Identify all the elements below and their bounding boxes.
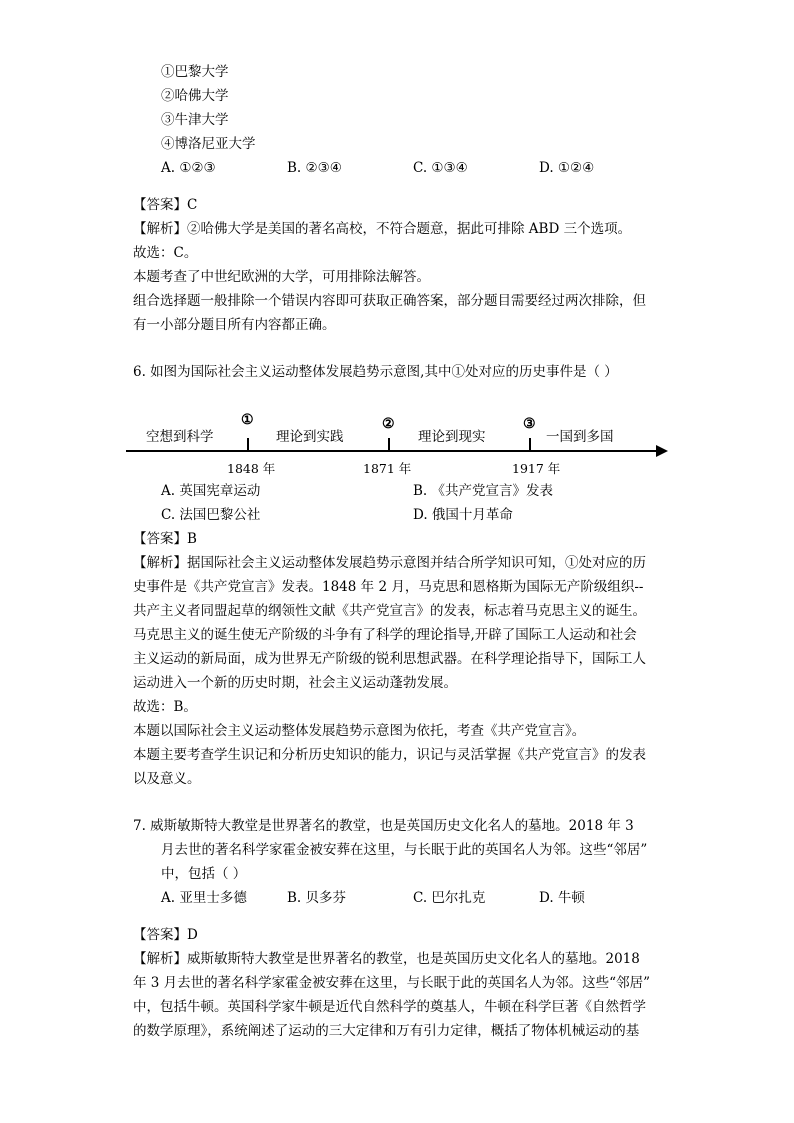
timeline-phase-4: 一国到多国	[546, 429, 614, 445]
q7-stem-line-3: 中，包括（ ）	[161, 866, 247, 882]
q5-option-a: A. ①②③	[161, 160, 216, 176]
q6-stem: 6. 如图为国际社会主义运动整体发展趋势示意图,其中①处对应的历史事件是（ ）	[133, 364, 618, 380]
q5-analysis-line-2: 故选：C。	[133, 245, 198, 261]
q5-item-4: ④博洛尼亚大学	[161, 136, 256, 152]
q6-option-b: B. 《共产党宣言》发表	[413, 483, 554, 499]
q6-analysis-line-3: 共产主义者同盟起草的纲领性文献《共产党宣言》的发表，标志着马克思主义的诞生。	[133, 603, 646, 619]
q5-option-b: B. ②③④	[287, 160, 342, 176]
q6-analysis-line-5: 主义运动的新局面，成为世界无产阶级的锐利思想武器。在科学理论指导下，国际工人	[133, 651, 646, 667]
q6-analysis-line-4: 马克思主义的诞生使无产阶级的斗争有了科学的理论指导,开辟了国际工人运动和社会	[133, 627, 637, 643]
timeline-marker-3: ③	[523, 416, 536, 432]
q6-analysis-line-8: 本题以国际社会主义运动整体发展趋势示意图为依托，考查《共产党宣言》。	[133, 723, 586, 739]
q6-option-c: C. 法国巴黎公社	[161, 507, 261, 523]
q7-option-b: B. 贝多芬	[287, 890, 347, 906]
timeline-phase-2: 理论到实践	[276, 429, 344, 445]
q6-analysis-line-7: 故选：B。	[133, 699, 197, 715]
q5-analysis-line-4: 组合选择题一般排除一个错误内容即可获取正确答案，部分题目需要经过两次排除，但	[133, 293, 646, 309]
q7-analysis-line-2: 年 3 月去世的著名科学家霍金被安葬在这里，与长眠于此的英国名人为邻。这些“邻居”	[133, 975, 650, 991]
q7-stem-line-2: 月去世的著名科学家霍金被安葬在这里，与长眠于此的英国名人为邻。这些“邻居”	[161, 842, 648, 858]
q7-analysis-line-3: 中，包括牛顿。英国科学家牛顿是近代自然科学的奠基人，牛顿在科学巨著《自然哲学	[133, 999, 646, 1015]
q6-analysis-line-10: 以及意义。	[133, 771, 201, 787]
timeline-tick-3	[529, 438, 531, 450]
timeline-phase-1: 空想到科学	[146, 429, 214, 445]
q5-item-2: ②哈佛大学	[161, 88, 229, 104]
timeline-arrow-icon	[656, 445, 668, 457]
q6-analysis-line-6: 运动进入一个新的历史时期，社会主义运动蓬勃发展。	[133, 675, 457, 691]
q6-option-a: A. 英国宪章运动	[161, 483, 261, 499]
q6-analysis-line-2: 史事件是《共产党宣言》发表。1848 年 2 月，马克思和恩格斯为国际无产阶级组织--	[133, 579, 644, 595]
timeline-tick-2	[388, 438, 390, 450]
q5-answer: 【答案】C	[133, 197, 198, 213]
q5-analysis-line-1: 【解析】②哈佛大学是美国的著名高校，不符合题意，据此可排除 ABD 三个选项。	[133, 221, 632, 237]
q7-answer: 【答案】D	[133, 927, 198, 943]
q7-stem-line-1: 7. 威斯敏斯特大教堂是世界著名的教堂，也是英国历史文化名人的墓地。2018 年 3	[133, 818, 634, 834]
q6-answer: 【答案】B	[133, 531, 197, 547]
q7-option-a: A. 亚里士多德	[161, 890, 247, 906]
q6-analysis-line-9: 本题主要考查学生识记和分析历史知识的能力，识记与灵活掌握《共产党宣言》的发表	[133, 747, 646, 763]
timeline-year-3: 1917 年	[512, 461, 561, 476]
timeline-year-2: 1871 年	[363, 461, 412, 476]
timeline-year-1: 1848 年	[227, 461, 276, 476]
q7-analysis-line-4: 的数学原理》，系统阐述了运动的三大定律和万有引力定律，概括了物体机械运动的基	[133, 1023, 640, 1039]
q5-item-3: ③牛津大学	[161, 112, 229, 128]
timeline-marker-2: ②	[382, 416, 395, 432]
q6-timeline-diagram	[126, 408, 674, 478]
q5-analysis-line-5: 有一小部分题目所有内容都正确。	[133, 317, 336, 333]
q5-item-1: ①巴黎大学	[161, 64, 229, 80]
q7-option-c: C. 巴尔扎克	[413, 890, 486, 906]
q6-option-d: D. 俄国十月革命	[413, 507, 513, 523]
q7-option-d: D. 牛顿	[539, 890, 585, 906]
timeline-tick-1	[247, 438, 249, 450]
q5-option-d: D. ①②④	[539, 160, 595, 176]
q6-analysis-line-1: 【解析】据国际社会主义运动整体发展趋势示意图并结合所学知识可知，①处对应的历	[133, 555, 646, 571]
q5-option-c: C. ①③④	[413, 160, 468, 176]
q5-analysis-line-3: 本题考查了中世纪欧洲的大学，可用排除法解答。	[133, 269, 430, 285]
timeline-marker-1: ①	[241, 412, 254, 428]
q7-analysis-line-1: 【解析】威斯敏斯特大教堂是世界著名的教堂，也是英国历史文化名人的墓地。2018	[133, 951, 640, 967]
timeline-phase-3: 理论到现实	[418, 429, 486, 445]
timeline-axis	[126, 450, 658, 452]
